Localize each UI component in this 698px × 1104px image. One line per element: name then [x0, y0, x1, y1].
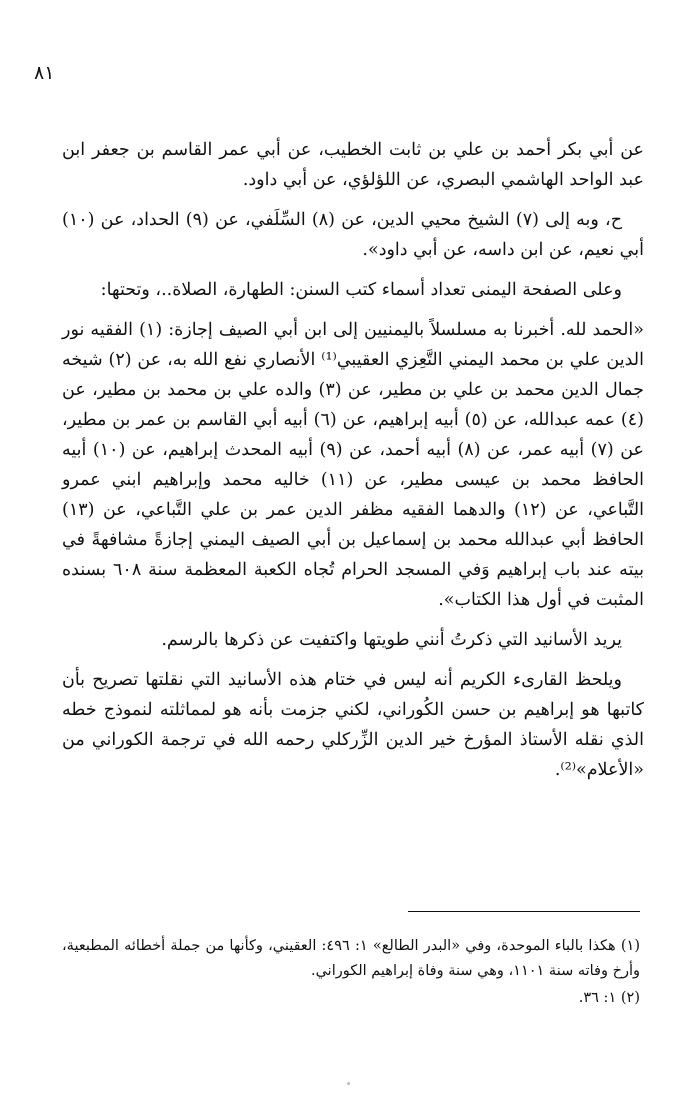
- paragraph-intent: يريد الأسانيد التي ذكرتُ أنني طويتها واكتفيت عن ذكرها بالرسم.: [161, 630, 622, 650]
- paragraph-right-page: وعلى الصفحة اليمنى تعداد أسماء كتب السنن: الطهارة، الصلاة..، وتحتها:: [100, 280, 622, 300]
- footnote-2: (٢) ١: ٣٦.: [578, 990, 640, 1006]
- main-text: [62, 135, 644, 795]
- footnotes: [62, 934, 640, 1013]
- paragraph-quote-ijaza: «الحمد لله. أخبرنا به مسلسلاً باليمنيين إلى ابن أبي الصيف إجازة: (١) الفقيه نور الدين علي بن محمد اليمني التَّعِزي العقيبي⁽¹⁾ الأنصاري نفع الله به، عن (٢) شيخه جمال الدين محمد بن علي بن مطير، عن (٣) والده علي بن محمد بن مطير، عن (٤) عمه عبدالله، عن (٥) أبيه إبراهيم، عن (٦) أبيه أبي القاسم بن عمر بن مطير، عن (٧) أبيه عمر، عن (٨) أبيه أحمد، عن (٩) أبيه المحدث إبراهيم، عن (١٠) أبيه الحافظ محمد بن عيسى مطير، عن (١١) خاليه محمد وإبراهيم ابني عمرو التَّباعي، عن (١٢) والدهما الفقيه مظفر الدين عمر بن علي التَّباعي، عن (١٣) الحافظ أبي عبدالله محمد بن إسماعيل بن أبي الصيف اليمني إجازةً مشافهةً في بيته عند باب إبراهيم وَفي المسجد الحرام تُجاه الكعبة المعظمة سنة ٦٠٨ بسنده المثبت في أول هذا الكتاب».: [62, 320, 644, 610]
- page-dot: [347, 1082, 350, 1085]
- paragraph-observation: ويلحظ القارىء الكريم أنه ليس في ختام هذه الأسانيد التي نقلتها تصريح بأن كاتبها هو إبراهيم بن حسن الكُوراني، لكني جزمت بأنه هو لمماثلته لنموذج خطه الذي نقله الأستاذ المؤرخ خير الدين الزِّركلي رحمه الله في ترجمة الكوراني من «الأعلام»⁽²⁾.: [62, 670, 644, 780]
- paragraph-chain-ha: ح، وبه إلى (٧) الشيخ محيي الدين، عن (٨) السِّلَفي، عن (٩) الحداد، عن (١٠) أبي نعيم، عن ابن داسه، عن أبي داود».: [62, 210, 644, 260]
- footnote-1: (١) هكذا بالباء الموحدة، وفي «البدر الطالع» ١: ٤٩٦: العقيني، وكأنها من جملة أخطائه المطبعية، وأرخ وفاته سنة ١١٠١، وهي سنة وفاة إبراهيم الكوراني.: [62, 938, 640, 979]
- footnote-divider: [408, 911, 640, 912]
- paragraph-chain-start: عن أبي بكر أحمد بن علي بن ثابت الخطيب، عن أبي عمر القاسم بن جعفر ابن عبد الواحد الهاشمي البصري، عن اللؤلؤي، عن أبي داود.: [62, 140, 644, 190]
- page-number: ٨١: [34, 62, 55, 84]
